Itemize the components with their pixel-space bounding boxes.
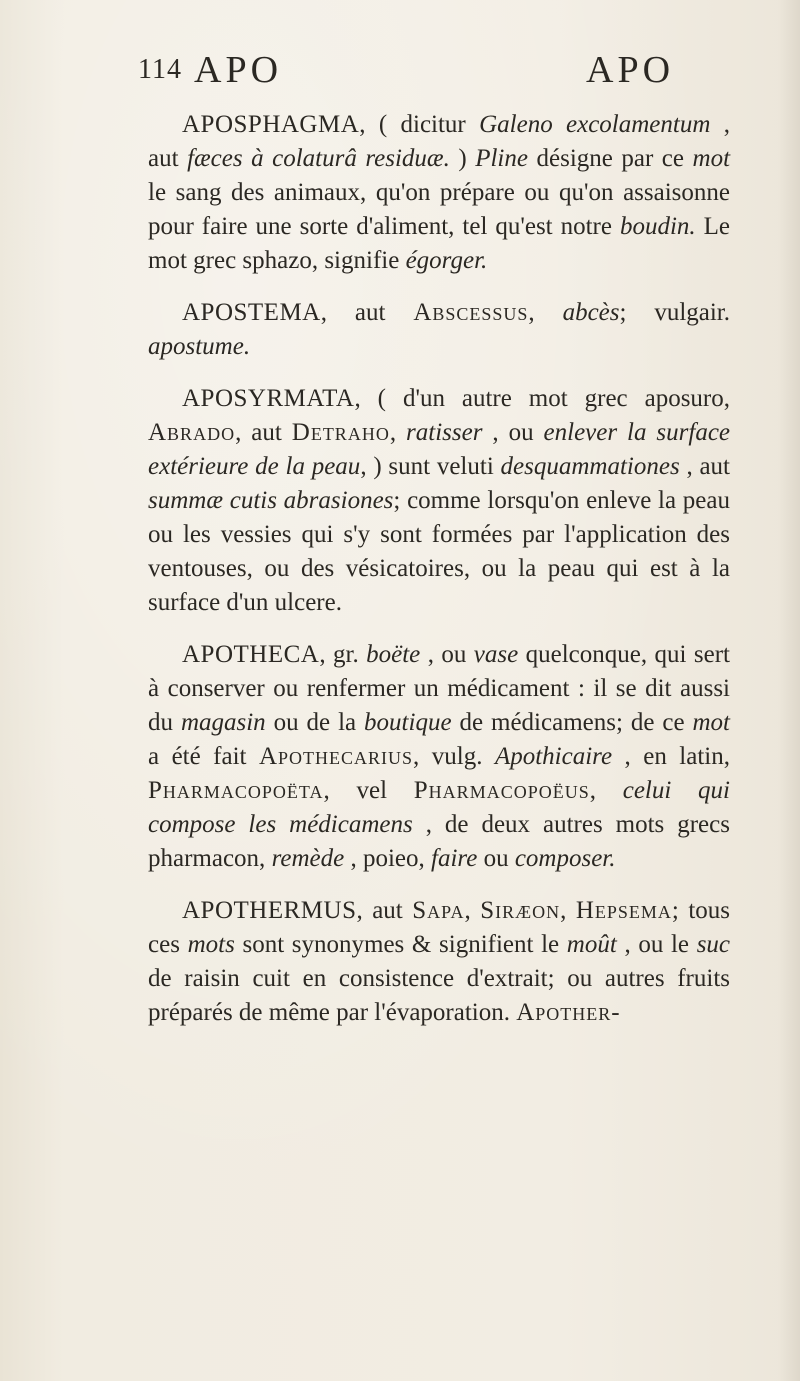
entry-aposyrmata — [148, 382, 730, 620]
entry-text: ou de la — [265, 709, 365, 736]
entry-small-caps: Pharmacopoëta — [148, 777, 324, 804]
entry-text: de médicamens; de ce — [451, 709, 693, 736]
entry-text: , vulg. — [413, 743, 495, 770]
entry-text: , aut — [320, 299, 414, 326]
entry-small-caps: Hepsema — [575, 897, 672, 924]
running-title-right: APO — [586, 49, 675, 91]
entry-text: , — [389, 419, 407, 446]
entry-text: , de deux autres mots grecs pharmacon, — [148, 811, 730, 872]
entry-italic: abcès — [562, 299, 620, 326]
entry-text: , aut — [148, 111, 730, 172]
entry-italic: Pline — [475, 145, 528, 172]
entry-text: sont synonymes & signifient le — [234, 931, 567, 958]
entry-italic: mots — [187, 931, 235, 958]
entry-text: , aut — [235, 419, 292, 446]
entry-text: quelconque, qui sert à conserver ou renfermer un médicament : il se dit aussi du — [148, 641, 731, 736]
entry-italic: remède — [271, 845, 345, 872]
entry-italic: boudin. — [619, 213, 696, 240]
entry-small-caps: Sapa — [412, 897, 465, 924]
entry-small-caps: Pharmacopoëus — [413, 777, 590, 804]
entry-text: , ou — [482, 419, 544, 446]
entry-italic: égorger. — [405, 247, 488, 274]
entry-small-caps: Siræon — [480, 897, 561, 924]
page-number: 114 — [138, 54, 182, 85]
entry-small-caps: Abscessus — [413, 299, 529, 326]
entry-text: , ( d'un autre mot grec aposuro, — [354, 385, 730, 412]
entry-text: , — [560, 897, 576, 924]
entry-italic: mot — [692, 145, 731, 172]
entry-apothermus — [148, 894, 730, 1030]
entry-italic: Galeno excolamentum — [479, 111, 711, 138]
entry-italic: fæces à colaturâ residuæ. — [187, 145, 450, 172]
entry-italic: mot — [692, 709, 730, 736]
entry-italic: vase — [473, 641, 519, 668]
entry-apostema — [148, 296, 730, 364]
entry-italic: ratisser — [406, 419, 483, 446]
entry-italic: summæ cutis abrasiones — [148, 487, 394, 514]
entry-text: ; vulgair. — [619, 299, 730, 326]
entry-text: , — [528, 299, 563, 326]
entry-text: , vel — [323, 777, 414, 804]
entry-text: , — [589, 777, 623, 804]
entry-italic: faire — [431, 845, 478, 872]
entry-italic: celui qui compose les médicamens — [148, 777, 730, 838]
entry-aposphagma — [148, 108, 730, 278]
entry-small-caps: Detraho — [291, 419, 390, 446]
entry-text: , ) sunt veluti — [360, 453, 501, 480]
entry-italic: desquammationes — [500, 453, 680, 480]
entry-small-caps: Apothecarius — [258, 743, 414, 770]
headword: APOTHERMUS — [182, 897, 357, 924]
entry-italic: magasin — [180, 709, 266, 736]
entry-small-caps: Abrado — [148, 419, 236, 446]
entry-text: ; tous ces — [148, 897, 731, 958]
entry-italic: boëte — [366, 641, 421, 668]
entry-text: Le mot grec sphazo, signifie — [148, 213, 730, 274]
entry-italic: enlever la surface extérieure de la peau — [148, 419, 731, 480]
entry-italic: moût — [566, 931, 617, 958]
entry-small-caps: Apother- — [516, 999, 621, 1026]
entry-italic: apostume. — [148, 333, 251, 360]
entry-text: , ou le — [616, 931, 697, 958]
entry-text: , — [464, 897, 481, 924]
headword: APOTHECA — [182, 641, 320, 668]
entry-text: , ou — [420, 641, 474, 668]
page-edge-shadow — [778, 0, 800, 1381]
entry-apotheca — [148, 638, 730, 876]
entry-text: désigne par ce — [527, 145, 693, 172]
entry-text: , aut — [356, 897, 413, 924]
entry-text: , gr. — [319, 641, 367, 668]
entry-text: , aut — [679, 453, 730, 480]
entry-text: ; comme lorsqu'on enleve la peau ou les vessies qui s'y sont formées par l'application des ventouses, ou des vésicatoires, ou la peau qui est à la surface d'un ulcere. — [148, 487, 730, 616]
headword: APOSTEMA — [182, 299, 321, 326]
headword: APOSPHAGMA — [182, 111, 360, 138]
entry-text: ) — [449, 145, 476, 172]
running-head — [138, 48, 738, 98]
entry-italic: boutique — [364, 709, 452, 736]
running-title-left: APO — [194, 49, 283, 91]
entry-text: le sang des animaux, qu'on prépare ou qu'on assaisonne pour faire une sorte d'aliment, tel qu'est notre — [148, 179, 730, 240]
headword: APOSYRMATA — [182, 385, 355, 412]
entry-text: , en latin, — [612, 743, 730, 770]
entry-text: , poieo, — [344, 845, 432, 872]
entry-italic: composer. — [514, 845, 616, 872]
entry-text: , ( dicitur — [359, 111, 480, 138]
dictionary-text — [148, 108, 730, 1048]
entry-text: ou — [477, 845, 515, 872]
entry-text: de raisin cuit en consistence d'extrait; ou autres fruits préparés de même par l'évaporation. — [148, 965, 730, 1026]
entry-text: a été fait — [148, 743, 259, 770]
entry-italic: Apothicaire — [494, 743, 613, 770]
entry-italic: suc — [696, 931, 731, 958]
